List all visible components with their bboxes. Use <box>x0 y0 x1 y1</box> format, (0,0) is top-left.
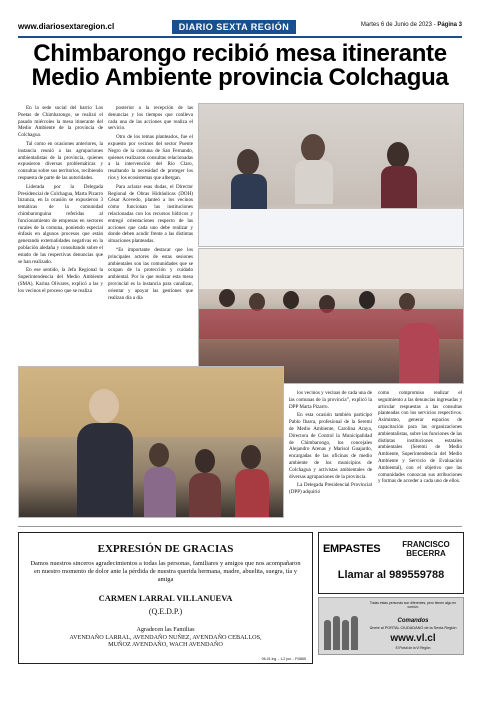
empastes-ad <box>318 532 464 594</box>
person-silhouette-icon <box>351 616 358 650</box>
article-column-3 <box>289 390 372 520</box>
page-number: Página 3 <box>437 22 462 28</box>
paragraph: “Es importante destacar que los principales actores de estas sesiones ambientales son las comunidades que se ocupan de la protección y cuidado ambiental. Por lo que realizar esta mesa provincial es la instancia para canalizar, orientar y apoyar las gestiones que realizan día a día <box>108 246 193 301</box>
newspaper-name-banner: DIARIO SEXTA REGIÓN <box>172 20 296 34</box>
issue-date: Martes 6 de Junio de 2023 - Página 3 <box>360 22 462 28</box>
web-ad-top-text: Todas estas personas son diferentes, pero tienen algo en común: <box>369 601 457 609</box>
paragraph: como compromiso realizar el seguimiento a las denuncias ingresadas y articular respuestas a las consultas planteadas con los servicios respectivos. Asimismo, generar espacios de capacitación para las organizaciones ambientalistas, sobre las funciones de las distintas instituciones estatales ambientales (Seremi de Medio Ambiente, Superintendencia del Medio Ambiente y Servicio de Evaluación Ambiental), con el objetivo que las comunidades conozcan sus atribuciones y formas de acceder a cada uno de ellos. <box>378 390 462 485</box>
web-ad-slogan: El Portal de la VI Región <box>395 646 431 650</box>
owner-last-name: BECERRA <box>406 549 446 558</box>
paragraph: En la sede social del barrio Los Poetas de Chimbarongo, se realizó el pasado miércoles la mesa itinerante del Medio Ambiente de la provincia de Colchagua. <box>18 105 103 139</box>
photo-meeting-audience <box>198 248 464 384</box>
section-divider <box>18 526 462 527</box>
paragraph: La Delegada Presidencial Provincial (DPP) adquirió <box>289 482 372 496</box>
qedp-label: (Q.E.D.P.) <box>148 607 183 616</box>
person-silhouette-icon <box>324 620 331 650</box>
owner-first-name: FRANCISCO <box>402 540 450 549</box>
paragraph: Otro de los temas planteados, fue el expuesto por vecinos del sector Puente Negro de la comuna de San Fernando, quienes realizaron consultas relacionadas a la intervención del Río Claro, resaltando la necesidad de proteger los ríos y los ecosistemas que albergan. <box>108 134 193 181</box>
article-column-1 <box>18 105 103 361</box>
article-headline <box>14 42 466 90</box>
empastes-brand: EMPASTES <box>323 543 381 555</box>
person-silhouette-icon <box>342 620 349 650</box>
gratitude-notice-ad <box>18 532 313 664</box>
families-line-1: AVENDAÑO LARRAL, AVENDAÑO NUÑEZ, AVENDAÑO CEBALLOS, <box>69 633 262 641</box>
paragraph: los vecinos y vecinas de cada una de las comunas de la provincia”, explicó la DPP Marta Pizarro. <box>289 390 372 410</box>
article-column-4 <box>378 390 462 520</box>
photo-speaker-microphone <box>18 366 284 518</box>
ad-text: Damos nuestros sinceros agradecimientos a todas las personas, familiares y amigos que nos acompañaron en nuestro momento de dolor ante la pérdida de nuestra querida hermana, madre, abuelita, suegra, tía y amiga <box>30 560 301 583</box>
ad-reference-code: 06-01 ing. - 1-2 jun. - F/0865 <box>261 657 306 661</box>
headline-line-1: Chimbarongo recibió mesa itinerante <box>33 40 447 67</box>
paragraph: En ese sentido, la Jefa Regional la Superintendencia del Medio Ambiente (SMA), Karina Olivares, explicó a las y los vecinos el proceso que se realiza <box>18 267 103 294</box>
ad-heading: EXPRESIÓN DE GRACIAS <box>97 543 234 555</box>
site-url[interactable]: www.diariosextaregion.cl <box>18 22 115 31</box>
photo-panel-table <box>198 103 464 247</box>
web-ad-unite: Únete al PORTAL CIUDADANO de la Sexta Región <box>369 626 457 630</box>
empastes-owner <box>393 540 459 558</box>
thanks-line: Agradecen las Familias <box>136 626 195 633</box>
families-line-2: MUÑOZ AVENDAÑO, WACH AVENDAÑO <box>108 641 223 649</box>
page-header <box>18 22 462 38</box>
web-portal-ad <box>318 597 464 655</box>
deceased-name: CARMEN LARRAL VILLANUEVA <box>98 593 233 603</box>
paragraph: En esta ocasión también participó Pablo Ibarra, profesional de la Seremi de Medio Ambiente, Carolina Araya, Directora de Control la Municipalidad de Chimbarongo, los concejales Alejandro Arenas y Marisol Guajardo, encargadas de las oficinas de medio ambiente de los municipios de Colchagua y activistas ambientales de diversas agrupaciones de la provincia. <box>289 412 372 480</box>
families-block <box>19 626 312 649</box>
article-column-2 <box>108 105 193 361</box>
paragraph: Para aclarar esas dudas, el Director Regional de Obras Hidráulicas (DOH) César Acevedo, planteó a los vecinos cómo funcionan las instituciones relacionadas con los recursos hídricos y entregó orientaciones respecto de las acciones que cada uno debe realizar y donde deben acudir frente a las distintas situaciones planteadas. <box>108 183 193 245</box>
paragraph: Liderada por la Delegada Presidencial de Colchagua, Marta Pizarro Inzunza, en la ocasión se expusieron 3 temáticas de la comunidad chimbaronguina referidas al funcionamiento de empresas en sectores rurales de la comuna, poniendo especial énfasis en algunos procesos que están generando externalidades negativas en la población aledaña y consultando sobre el estado de las respectivas denuncias que se han realizado. <box>18 183 103 265</box>
empastes-phone[interactable]: Llamar al 989559788 <box>337 569 445 581</box>
paragraph: Tal como en ocasiones anteriores, la instancia reunió a las agrupaciones ambientalistas de la provincia, quienes expusieron diversas problemáticas y consultas sobre sus territorios, recibiendo respuesta de parte de las autoridades. <box>18 140 103 181</box>
web-ad-command: Comandos <box>397 618 429 624</box>
person-silhouette-icon <box>333 616 340 650</box>
web-ad-url[interactable]: www.vl.cl <box>390 633 436 644</box>
paragraph: posterior a la recepción de las denuncias y los tiempos que conlleva cada una de las acciones que realiza el servicio. <box>108 105 193 132</box>
headline-line-2: Medio Ambiente provincia Colchagua <box>31 64 449 91</box>
